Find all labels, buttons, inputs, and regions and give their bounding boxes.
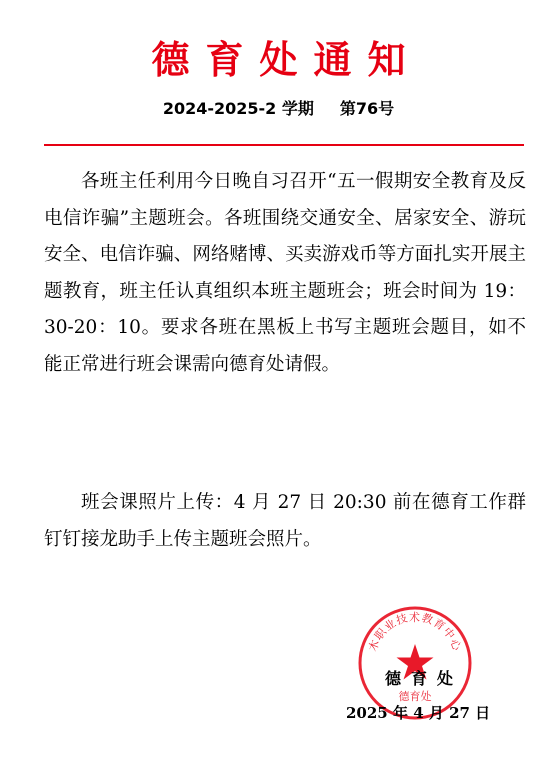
- notice-title: 德育处通知: [151, 37, 422, 82]
- term-label: 2024-2025-2 学期: [162, 99, 314, 118]
- body-paragraph-2: 班会课照片上传：4 月 27 日 20:30 前在德育工作群钉钉接龙助手上传主题班会照片。: [44, 492, 526, 550]
- seal-arc-text: 木职业技术教育中心: [366, 610, 464, 654]
- issue-line: [0, 97, 557, 121]
- body-paragraph-1: 各班主任利用今日晚自习召开“五一假期安全教育及反电信诈骗”主题班会。各班围绕交通安全、居家安全、游玩安全、电信诈骗、网络赌博、买卖游戏币等方面扎实开展主题教育，班主任认真组织本班主题班会；班会时间为 19：30-20：10。要求各班在黑板上书写主题班会题目，如不能正常进行班会课需向德育处请假。: [44, 171, 526, 375]
- seal-inner-text: 德育处: [398, 690, 432, 703]
- header-divider: [44, 144, 524, 146]
- issue-number: 第76号: [339, 99, 395, 118]
- signature: 德育处: [385, 669, 464, 688]
- issue-date: 2025 年 4 月 27 日: [346, 704, 491, 722]
